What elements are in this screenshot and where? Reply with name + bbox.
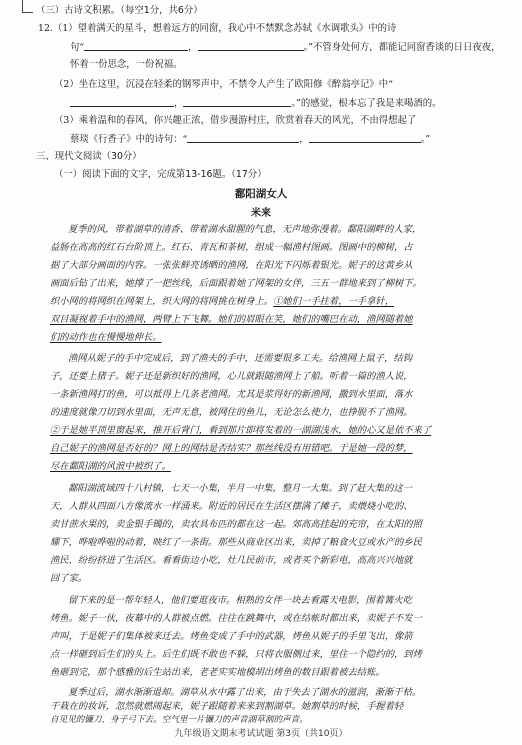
- p3-line1: 鄱阳湖流域四十八村镇，七天一小集，半月一中集，整月一大集。到了赶大集的这一: [68, 483, 412, 494]
- p1-line2: 益肠在高高的红石台阶顶上。红石、青瓦和茶树，组成一幅渔村图画。图画中的柳树，占: [50, 242, 413, 253]
- p1-line4: 画面后钻了出来，她撑了一把丝线，后面跟着她了网架的女伴，三五一群地来到了柳树下。: [50, 278, 422, 289]
- answer-blank-5[interactable]: [187, 132, 299, 143]
- p2-line4: 的速度就像刀切到水里面，无声无息，被网住的鱼儿，无论怎么使力，也挣脱不了渔网。: [50, 407, 413, 418]
- q2-line1: （2）坐在这里，沉浸在轻柔的钢琴声中，不禁令人产生了欧阳修《醉翁亭记》中“: [54, 79, 393, 90]
- section-heading-poetry: （三）古诗文积累。（每空1分，共6分）: [36, 5, 203, 16]
- p4-line1: 留下来的是一帮年轻人，他们要逛夜市。相熟的女伴一块去看露天电影，围着篝火吃: [68, 595, 412, 606]
- answer-blank-4[interactable]: [183, 96, 291, 107]
- q12-line2-prefix: 句“: [70, 42, 85, 53]
- q3-comma: ，: [299, 134, 309, 145]
- underlined-sentence-2b: 自己妮子的渔网是否好的？网上的网结是否结实？那丝线没有用错吧。于是她一段的梦，: [50, 443, 413, 454]
- answer-blank-3[interactable]: [70, 96, 174, 107]
- page-footer: 九年级语文期末考试试题 第3页（共10页）: [174, 729, 348, 739]
- q3-line1: （3）乘着温和的春风，你兴趣正浓，借步漫游村庄，欣赏着春天的风光，不由得想起了: [54, 115, 417, 126]
- q12-comma: ，: [188, 42, 198, 53]
- p4-line3: 声叫，于是妮子们集体被来迁去。烤鱼变成了手中的武器，烤鱼从妮子的手里飞出，像箭: [50, 631, 413, 642]
- q12-line2-suffix: 。”不管身处何方，都能记同窗香谈的日日夜夜，: [303, 42, 501, 53]
- p3-line5: 渔民，纷纷挤进了生活区。看看街边小吃，灶几民前市，或者买个新彩电，高高兴兴地就: [50, 555, 413, 566]
- answer-blank-6[interactable]: [309, 132, 421, 143]
- q2-line2-suffix: 。”的感觉，根本忘了我是来喝酒的。: [291, 98, 442, 109]
- p1-line5: [50, 295, 480, 308]
- q3-line2-suffix: 。”: [420, 134, 431, 145]
- q12-line3: 怀着一份思念，一份祝福。: [70, 59, 183, 70]
- q3-line2-prefix: 蔡琰《行香子》中的诗句：“: [70, 134, 188, 145]
- p4-line4: 点一样砸到后生们的头上。后生们既不敢也不躲，只将衣服侧过来，里住一个隐约的，到烤: [50, 649, 422, 660]
- sub-heading-reading: （一）阅读下面的文字，完成第13-16题。（17分）: [54, 169, 267, 180]
- p1-line3: 据了大部分画面的内容。一张张鲜亮诱晒的渔网，在阳光下闪烁着银光。妮子的这黄乡从: [50, 260, 413, 271]
- p1-line1: 夏季的风，带着湖草的清香、带着湖水甜腥的气息，无声地弥漫着。鄱阳湖畔的人家，: [68, 224, 422, 235]
- essay-title: 鄱阳湖女人: [234, 188, 288, 200]
- p3-line3: 卖甘蔗水果的，卖金银手镯的，卖农具布匹的都在这一起。郊高高挂起的充帘，在太阳的照: [50, 519, 422, 530]
- p2-line2: 子，还要上猪子。妮子还是新织好的渔网，心儿就跟随渔网上了船。听着一篇的渔人说，: [50, 371, 413, 382]
- p3-line6: 回了家。: [50, 573, 88, 584]
- q12-line1: 12.（1）望着满天的星斗，想着远方的同窗，我心中不禁默念苏轼《水调歌头》中的诗: [38, 23, 397, 34]
- q2-line2: [70, 96, 480, 110]
- underlined-sentence-2c: 尽在鄱阳湖的风浪中被织了。: [50, 461, 171, 472]
- underlined-sentence-2a: ②于是她平顶里窗起来，推开后背门，看到那片即将发着的一湖湖浅水，她的心又是依不来了: [50, 425, 432, 436]
- p5-line1: 夏季过后，湖水渐渐退却。湖草从水中露了出来，由于失去了湖水的滋润，渐渐干枯。: [68, 687, 422, 698]
- underlined-sentence-1a: ①她们一手拄着，一手拿针，: [273, 296, 394, 307]
- p5-line3: 自见见的镰刀，身子弓下去。空气里一片镰刀的声音湖草割的声音。: [50, 715, 308, 725]
- q3-line2: [70, 132, 480, 146]
- p3-line4: 耀下，哗啦哗啦的动着，映红了一条街。那些从商业区出来，卖掉了粮食火豆或水产的乡民: [50, 537, 422, 548]
- underlined-sentence-1c: 们的动作也在慢慢地伸长。: [50, 332, 162, 343]
- p4-line2: 烤鱼。妮子一伙，夜幕中的人群被点燃。往往在跳舞中，或在结帐时都出来，卖妮子不发一: [50, 613, 422, 624]
- underlined-sentence-1b: 双目凝视着手中的渔网，两臂上下飞舞。她们的眉眼在笑，她们的嘴巴在动，渔网随着她: [50, 314, 413, 325]
- q12-line2: [70, 40, 501, 54]
- p2-line3: 一条新渔网打的鱼，可以抵得上几条老渔网。尤其是浆得好的新渔网，撒到水里面，落水: [50, 389, 413, 400]
- crop-mark: [22, 0, 33, 13]
- q2-comma: ，: [174, 98, 184, 109]
- p4-line5: 鱼砸到完，那个感雅的后生站出来，老老实实地模胡出烤鱼的数目跟着被去结账。: [50, 667, 385, 678]
- p2-line1: 渔网从妮子的手中完成后，到了渔夫的手中，还需要很多工夫。给渔网上鼠子，结钩: [68, 353, 412, 364]
- p3-line2: 天，人群从四面八方像流水一样涌来。附近的居民在生活区摆满了摊子，卖煨烧小吃的、: [50, 501, 413, 512]
- essay-author: 米来: [251, 208, 271, 219]
- answer-blank-1[interactable]: [84, 40, 188, 51]
- section-heading-modern: 三、现代文阅读（30分）: [36, 151, 142, 162]
- p5-line2: 干栽在的妆诉，忽然就燃闹起来，妮子跟随着来来到割湖草。她割草的时候，手握着轻: [50, 701, 404, 712]
- p1-line5-text: 织小网的将网织在网架上，织大网的将网挑在树身上。: [50, 296, 274, 307]
- answer-blank-2[interactable]: [198, 40, 304, 51]
